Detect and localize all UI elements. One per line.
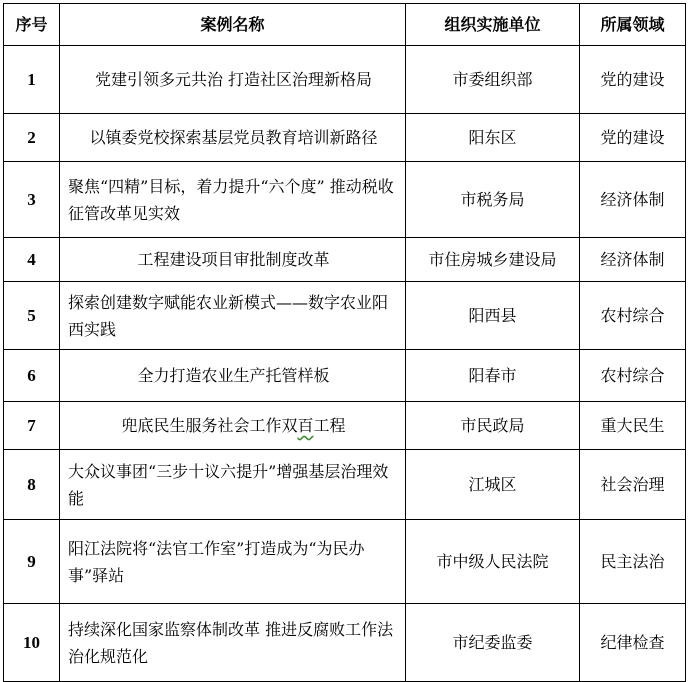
row-case-name: 全力打造农业生产托管样板: [60, 350, 406, 402]
row-case-name: 以镇委党校探索基层党员教育培训新路径: [60, 114, 406, 162]
table-row: [4, 162, 686, 238]
row-field: 党的建设: [580, 46, 686, 114]
header-name: 案例名称: [60, 4, 406, 46]
case-name-suffix: 工程: [313, 416, 346, 435]
table-row: [4, 350, 686, 402]
row-field: 纪律检查: [580, 604, 686, 682]
table-row: [4, 282, 686, 350]
row-case-name: 大众议事团“三步十议六提升”增强基层治理效能: [60, 450, 406, 520]
row-index: 6: [4, 350, 60, 402]
row-unit: 江城区: [406, 450, 580, 520]
row-index: 7: [4, 402, 60, 450]
row-field: 党的建设: [580, 114, 686, 162]
row-index: 9: [4, 520, 60, 604]
row-case-name: [60, 402, 406, 450]
row-field: 农村综合: [580, 350, 686, 402]
header-unit: 组织实施单位: [406, 4, 580, 46]
row-field: 社会治理: [580, 450, 686, 520]
row-index: 10: [4, 604, 60, 682]
table-row: [4, 520, 686, 604]
row-index: 2: [4, 114, 60, 162]
row-field: 经济体制: [580, 162, 686, 238]
row-unit: 阳春市: [406, 350, 580, 402]
row-field: 重大民生: [580, 402, 686, 450]
table-row: [4, 402, 686, 450]
row-unit: 市纪委监委: [406, 604, 580, 682]
row-case-name: 持续深化国家监察体制改革 推进反腐败工作法治化规范化: [60, 604, 406, 682]
table-row: [4, 238, 686, 282]
table-row: [4, 46, 686, 114]
case-name-prefix: 兜底民生服务社会工作双: [121, 416, 298, 435]
table-row: [4, 114, 686, 162]
row-unit: 市委组织部: [406, 46, 580, 114]
row-case-name: 党建引领多元共治 打造社区治理新格局: [60, 46, 406, 114]
row-case-name: 聚焦“四精”目标，着力提升“六个度” 推动税收征管改革见实效: [60, 162, 406, 238]
row-field: 民主法治: [580, 520, 686, 604]
row-case-name: 探索创建数字赋能农业新模式——数字农业阳西实践: [60, 282, 406, 350]
row-field: 农村综合: [580, 282, 686, 350]
row-index: 1: [4, 46, 60, 114]
case-name-marked-char: 百: [297, 416, 314, 435]
row-index: 3: [4, 162, 60, 238]
table-row: [4, 450, 686, 520]
row-index: 8: [4, 450, 60, 520]
row-case-name: 阳江法院将“法官工作室”打造成为“为民办事”驿站: [60, 520, 406, 604]
row-unit: 阳西县: [406, 282, 580, 350]
row-unit: 阳东区: [406, 114, 580, 162]
table-row: [4, 604, 686, 682]
header-field: 所属领域: [580, 4, 686, 46]
header-row: [4, 4, 686, 46]
row-index: 5: [4, 282, 60, 350]
row-unit: 市税务局: [406, 162, 580, 238]
row-field: 经济体制: [580, 238, 686, 282]
row-unit: 市住房城乡建设局: [406, 238, 580, 282]
row-index: 4: [4, 238, 60, 282]
case-table: [3, 3, 686, 682]
row-case-name: 工程建设项目审批制度改革: [60, 238, 406, 282]
row-unit: 市中级人民法院: [406, 520, 580, 604]
row-unit: 市民政局: [406, 402, 580, 450]
header-index: 序号: [4, 4, 60, 46]
